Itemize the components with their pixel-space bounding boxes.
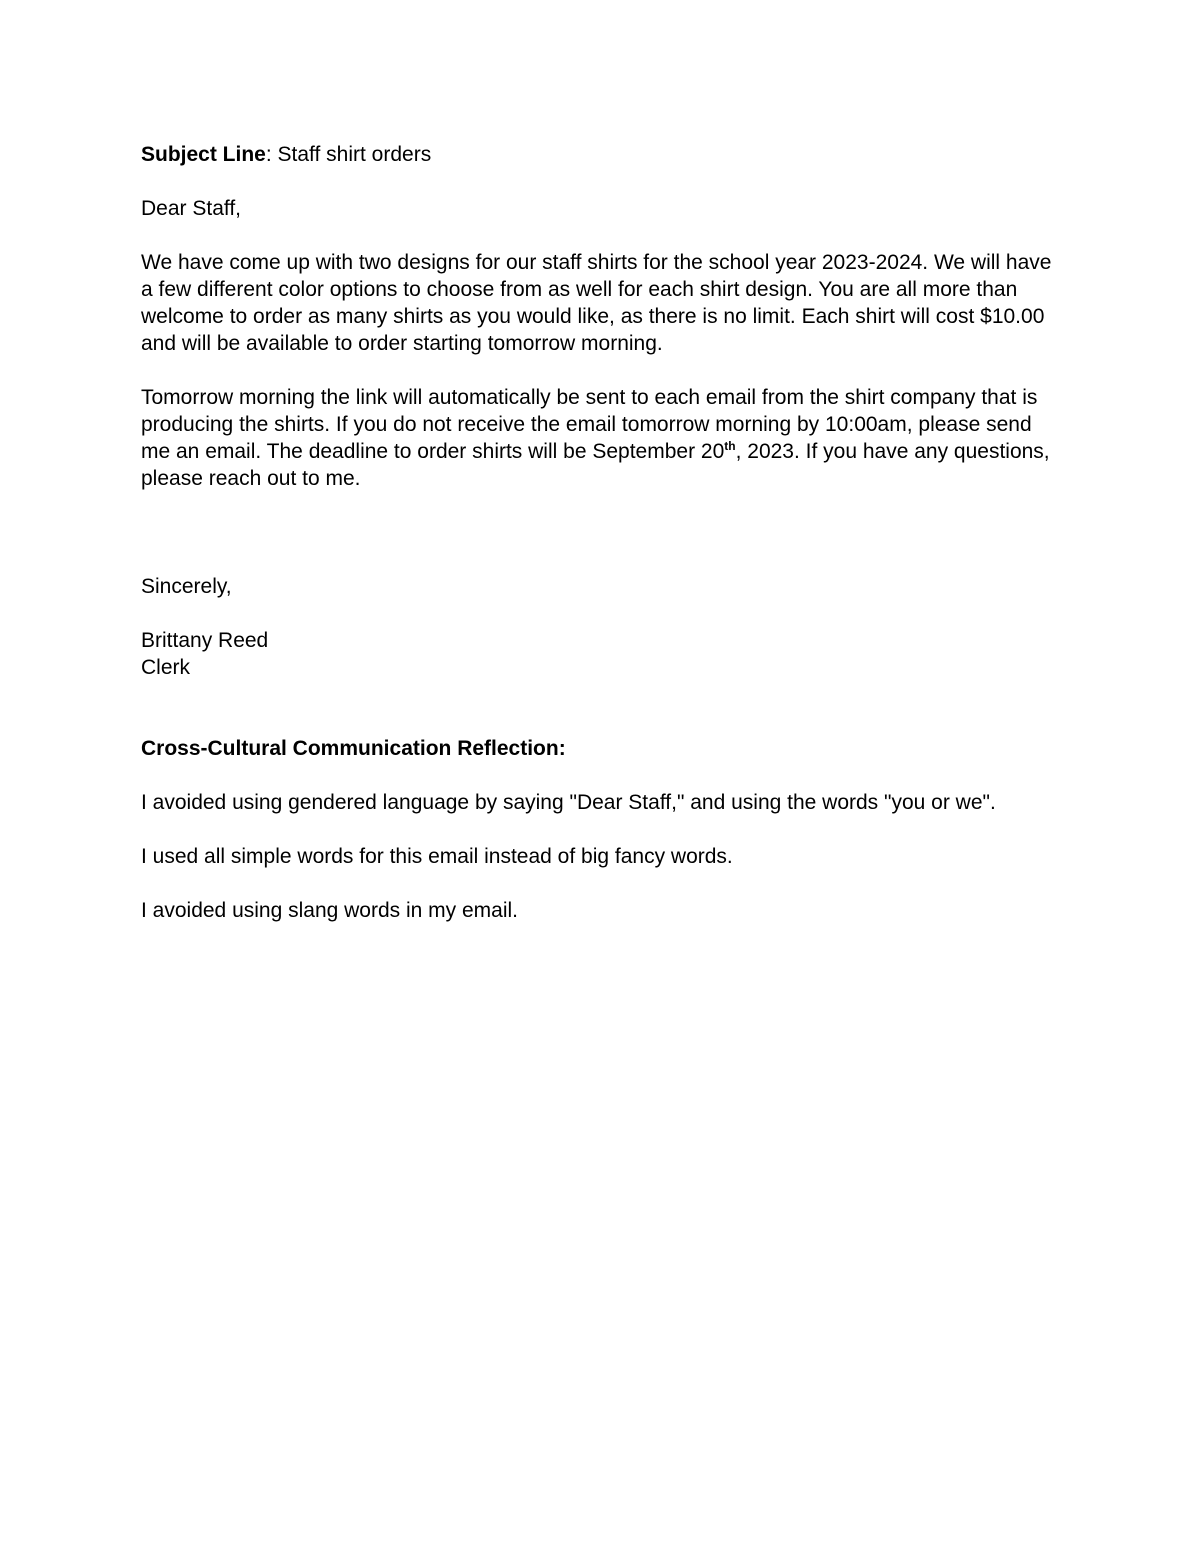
reflection-item: I used all simple words for this email instead of big fancy words. (141, 845, 733, 868)
salutation: Dear Staff, (141, 197, 241, 220)
subject-label: Subject Line (141, 143, 266, 166)
body-paragraph-1: We have come up with two designs for our staff shirts for the school year 2023-2024. We will have a few different color options to choose from as well for each shirt design. You are all more than welcome to order as many shirts as you would like, as there is no limit. Each shirt will cost $10.00 and will be available to order starting tomorrow morning. (141, 251, 1052, 355)
document-page (141, 141, 1061, 951)
reflection-item: I avoided using gendered language by saying "Dear Staff," and using the words "you or we". (141, 791, 996, 814)
body-paragraph-2-text-b: , 2023. If you have any questions, please reach out to me. (141, 440, 1050, 490)
closing: Sincerely, (141, 575, 232, 598)
subject-line (141, 141, 1061, 168)
signature-block (141, 627, 1061, 681)
signer-title: Clerk (141, 656, 191, 679)
signer-name: Brittany Reed (141, 629, 269, 652)
reflection-item: I avoided using slang words in my email. (141, 899, 519, 922)
body-paragraph-2 (141, 384, 1061, 492)
body-paragraph-2-text-a: Tomorrow morning the link will automatically be sent to each email from the shirt company that is producing the shirts. If you do not receive the email tomorrow morning by 10:00am, please send me an email. The deadline to order shirts will be September 20 (141, 386, 1038, 463)
ordinal-suffix: th (724, 439, 736, 453)
reflection-heading: Cross-Cultural Communication Reflection: (141, 737, 566, 760)
subject-text: : Staff shirt orders (265, 143, 432, 166)
